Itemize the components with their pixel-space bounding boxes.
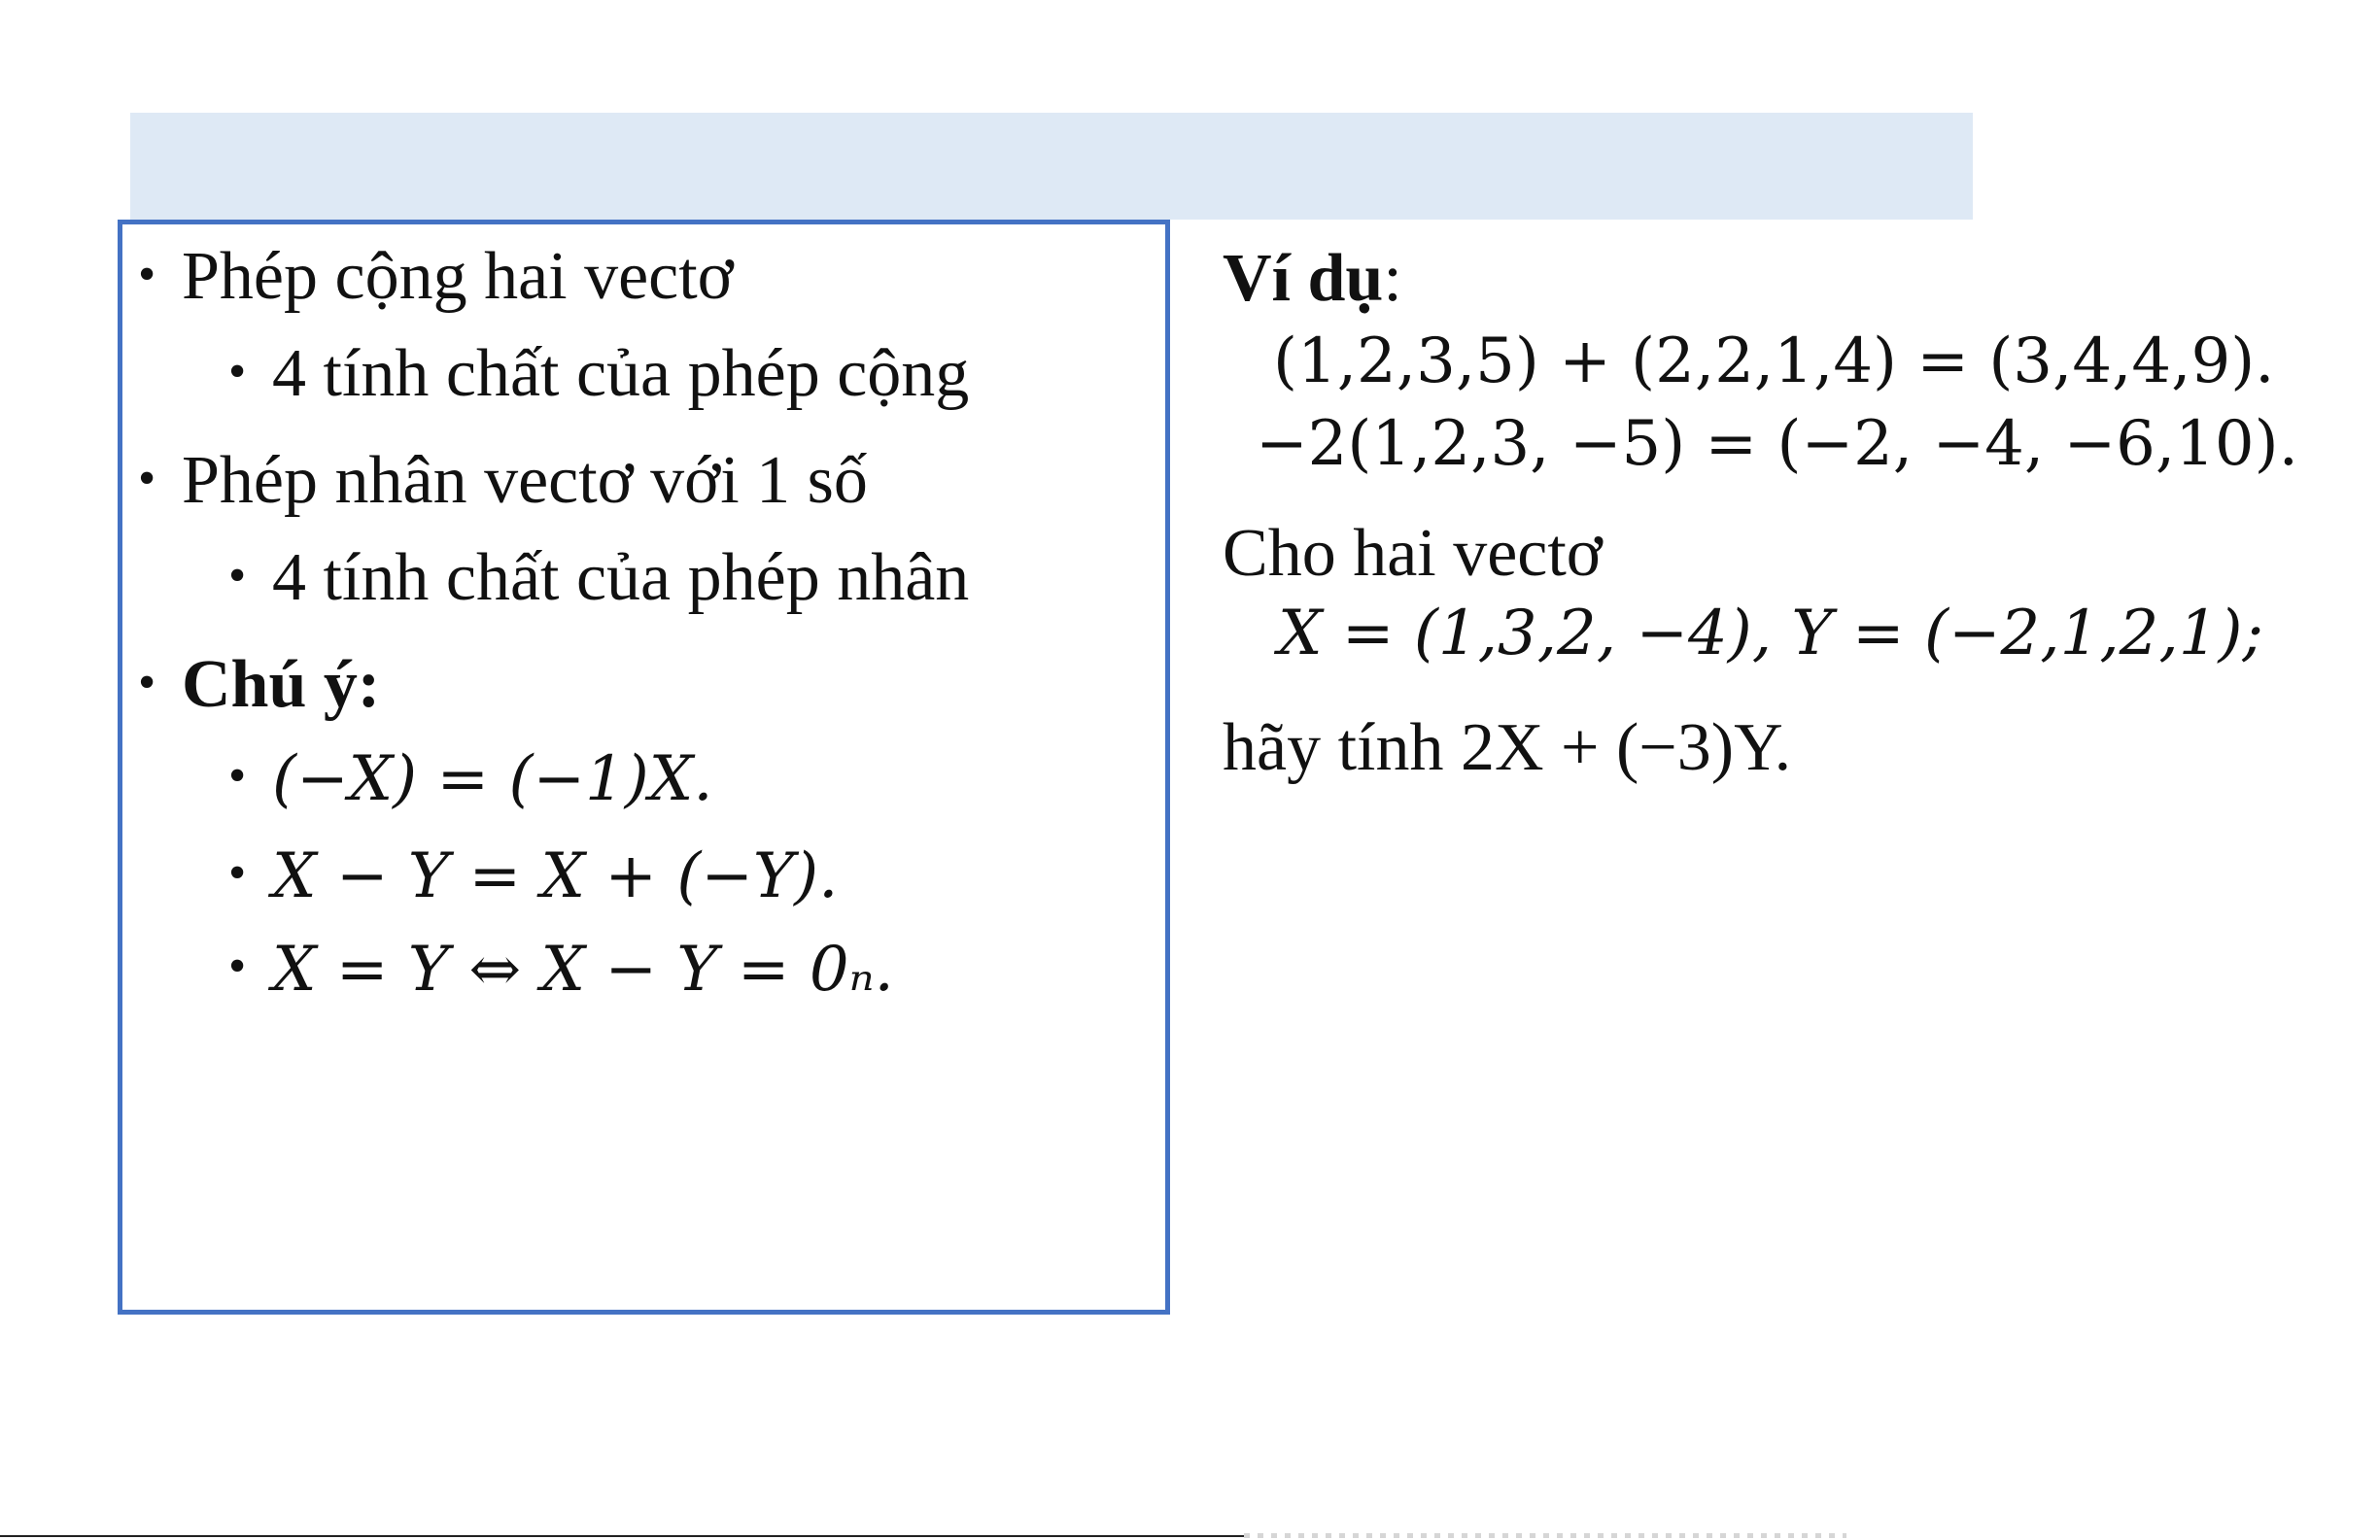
note-text: X = Y ⇔ X − Y = 0ₙ.	[272, 934, 894, 1006]
example-equation-sum: (1,2,3,5) + (2,2,1,4) = (3,4,4,9).	[1273, 325, 2275, 397]
bullet-scalar-multiplication	[138, 443, 868, 518]
bullet-dot-icon: •	[138, 451, 156, 506]
footer-artifact	[1244, 1533, 1846, 1538]
bullet-dot-icon: •	[138, 247, 156, 302]
bullet-text: 4 tính chất của phép cộng	[272, 336, 970, 411]
example-label: Ví dụ	[1223, 241, 1384, 316]
subbullet-multiplication-properties	[228, 540, 970, 615]
exercise-prompt: Cho hai vectơ	[1223, 516, 1603, 591]
note-text: X − Y = X + (−Y).	[272, 840, 839, 912]
title-bar	[130, 113, 1973, 220]
bullet-dot-icon: •	[228, 548, 247, 603]
exercise-task: hãy tính 2X + (−3)Y.	[1223, 710, 1792, 785]
note-subtraction	[228, 840, 839, 912]
example-equation-scalar: −2(1,2,3, −5) = (−2, −4, −6,10).	[1256, 408, 2298, 480]
bullet-vector-addition	[138, 239, 734, 314]
bullet-dot-icon: •	[228, 748, 247, 804]
note-equality	[228, 934, 894, 1006]
note-negation	[228, 743, 713, 815]
subbullet-addition-properties	[228, 336, 970, 411]
example-colon: :	[1383, 241, 1402, 316]
footer-divider	[0, 1535, 1244, 1537]
bullet-dot-icon: •	[228, 939, 247, 994]
bullet-text: 4 tính chất của phép nhân	[272, 540, 970, 615]
note-text: (−X) = (−1)X.	[272, 743, 713, 815]
bullet-text: Phép cộng hai vectơ	[182, 239, 734, 314]
bullet-dot-icon: •	[228, 845, 247, 901]
bullet-dot-icon: •	[228, 344, 247, 399]
bullet-text: Chú ý:	[182, 647, 381, 722]
bullet-text: Phép nhân vectơ với 1 số	[182, 443, 868, 518]
bullet-dot-icon: •	[138, 655, 156, 710]
exercise-vectors: X = (1,3,2, −4), Y = (−2,1,2,1);	[1278, 598, 2263, 669]
example-heading	[1223, 241, 1402, 316]
bullet-note-heading	[138, 647, 381, 722]
